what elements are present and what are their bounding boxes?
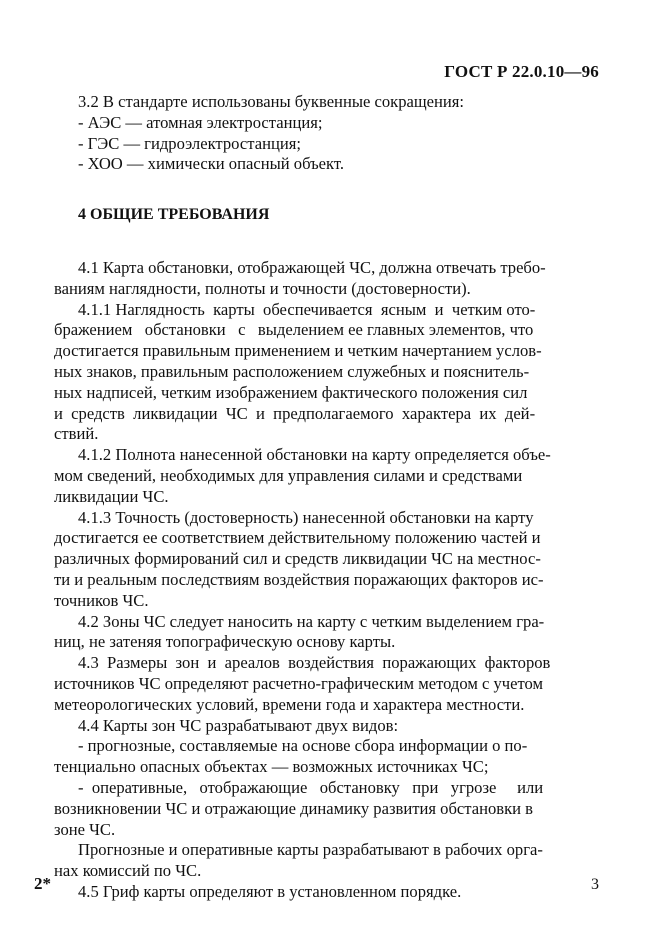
paragraph-line: ваниям наглядности, полноты и точности (достоверности). [54, 278, 471, 298]
paragraph-line: ти и реальным последствиям воздействия поражающих факторов ис- [54, 569, 544, 589]
page-body [54, 92, 598, 903]
paragraph-line: зоне ЧС. [54, 819, 116, 839]
paragraph-line: 4.5 Гриф карты определяют в установленном порядке. [78, 881, 462, 901]
paragraph [54, 611, 598, 654]
paragraph [54, 445, 598, 507]
abbreviations-list [78, 113, 598, 175]
document-code-header: ГОСТ Р 22.0.10—96 [444, 62, 599, 81]
paragraph-line: источников ЧС определяют расчетно-графическим методом с учетом [54, 673, 544, 693]
paragraph-line: 4.1.3 Точность (достоверность) нанесенной обстановки на карту [78, 507, 534, 527]
paragraph-line: ствий. [54, 424, 99, 444]
paragraph-line: точников ЧС. [54, 590, 149, 610]
paragraph [54, 653, 598, 715]
abbreviation-item-ges: - ГЭС — гидроэлектростанция; [78, 133, 301, 153]
abbreviation-item-aes: - АЭС — атомная электростанция; [78, 112, 323, 132]
sheet-mark: 2* [34, 874, 51, 893]
paragraph [54, 299, 598, 446]
paragraph-line: нах комиссий по ЧС. [54, 861, 202, 881]
paragraph-line: 4.2 Зоны ЧС следует наносить на карту с четким выделением гра- [78, 611, 545, 631]
paragraph [54, 257, 598, 300]
section-title: 4 ОБЩИЕ ТРЕБОВАНИЯ [78, 206, 270, 224]
paragraph-line: - прогнозные, составляемые на основе сбора информации о по- [78, 736, 528, 756]
abbreviations-intro: 3.2 В стандарте использованы буквенные сокращения: [78, 92, 465, 111]
paragraph-line: тенциально опасных объектах — возможных источниках ЧС; [54, 757, 489, 777]
paragraph-line: возникновении ЧС и отражающие динамику развития обстановки в [54, 798, 534, 818]
paragraph-line: Прогнозные и оперативные карты разрабатывают в рабочих орга- [78, 840, 543, 860]
paragraph [54, 507, 598, 612]
section-paragraphs [54, 257, 598, 903]
paragraph-line: мом сведений, необходимых для управления силами и средствами [54, 465, 523, 485]
paragraph-line: 4.1.2 Полнота нанесенной обстановки на карту определяется объе- [78, 445, 551, 465]
paragraph-line: 4.4 Карты зон ЧС разрабатывают двух видов: [78, 715, 399, 735]
paragraph-line: ных знаков, правильным расположением служебных и пояснитель- [54, 361, 530, 381]
paragraph-line: достигается правильным применением и четким начертанием услов- [54, 341, 542, 361]
paragraph-line: достигается ее соответствием действительному положению частей и [54, 528, 541, 548]
paragraph [54, 736, 598, 778]
page-number: 3 [591, 876, 599, 893]
paragraph-line: ных надписей, четким изображением фактического положения сил [54, 382, 528, 402]
paragraph-line: бражением обстановки с выделением ее главных элементов, что [54, 320, 534, 340]
paragraph-line: 4.1 Карта обстановки, отображающей ЧС, должна отвечать требо- [78, 257, 546, 277]
paragraph [54, 840, 598, 882]
paragraph [78, 716, 598, 737]
paragraph-line: - оперативные, отображающие обстановку при угрозе или [78, 777, 544, 797]
paragraph [54, 777, 598, 840]
paragraph-line: метеорологических условий, времени года и характера местности. [54, 694, 525, 714]
paragraph-line: 4.3 Размеры зон и ареалов воздействия поражающих факторов [78, 653, 551, 673]
paragraph-line: 4.1.1 Наглядность карты обеспечивается ясным и четким ото- [78, 299, 536, 319]
paragraph-line: различных формирований сил и средств ликвидации ЧС на местнос- [54, 549, 541, 569]
paragraph-line: ликвидации ЧС. [54, 486, 169, 506]
paragraph [78, 882, 598, 903]
paragraph-line: и средств ликвидации ЧС и предполагаемого характера их дей- [54, 403, 536, 423]
abbreviation-item-hoo: - ХОО — химически опасный объект. [78, 154, 345, 174]
paragraph-line: ниц, не затеняя топографическую основу карты. [54, 632, 396, 652]
